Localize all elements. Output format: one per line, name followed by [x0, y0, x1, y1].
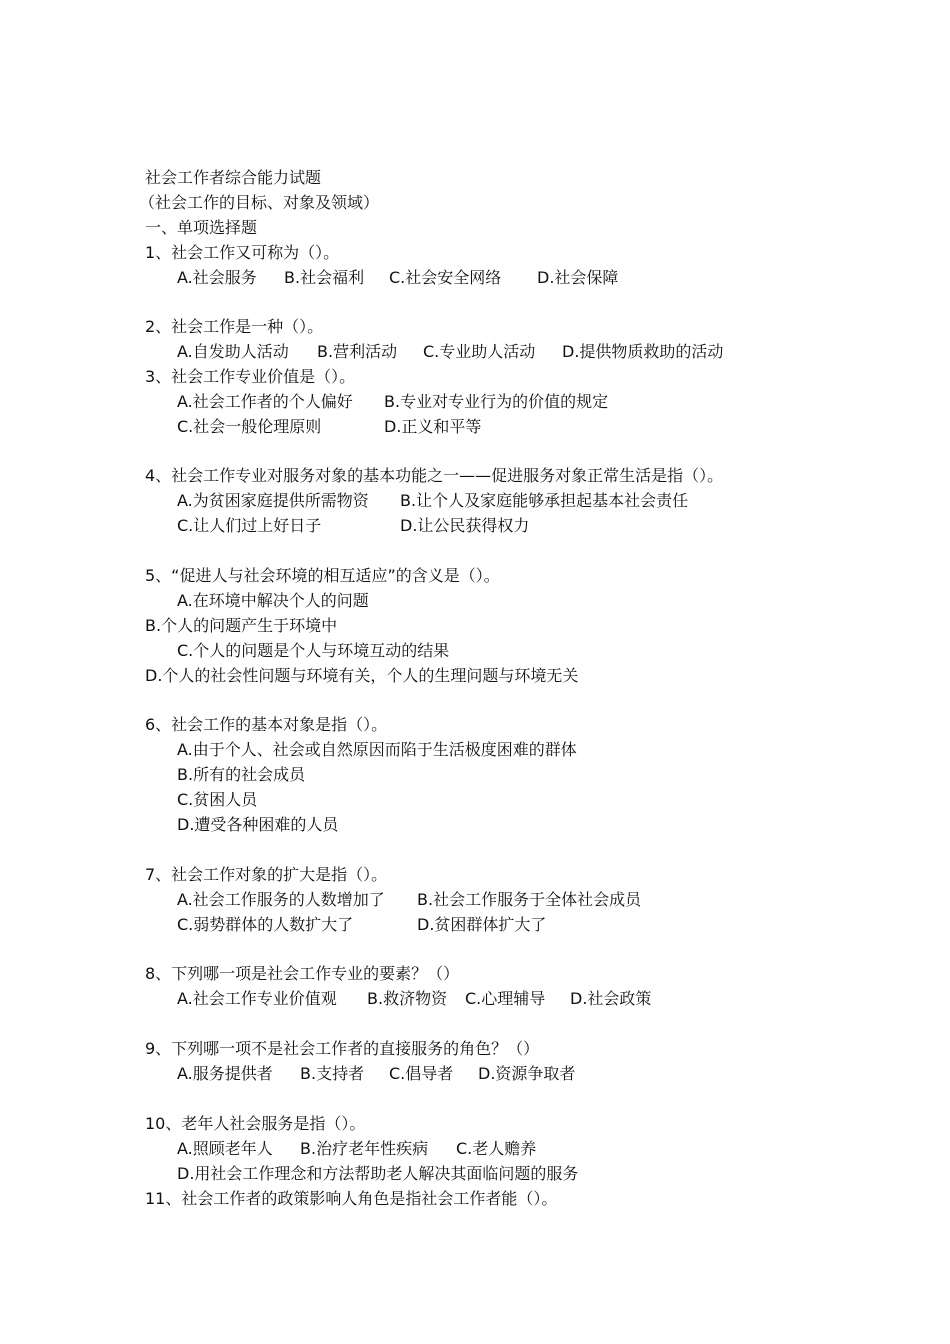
document-title: 社会工作者综合能力试题: [145, 168, 322, 187]
option-c: C.个人的问题是个人与环境互动的结果: [177, 641, 450, 660]
question-stem: 2、社会工作是一种（）。: [145, 317, 324, 336]
section-heading: 一、单项选择题: [145, 218, 258, 237]
option-d: D.个人的社会性问题与环境有关，个人的生理问题与环境无关: [145, 666, 579, 685]
question-stem: 9、下列哪一项不是社会工作者的直接服务的角色？（）: [145, 1039, 540, 1058]
option-d: D.提供物质救助的活动: [562, 342, 724, 361]
question-stem: 11、社会工作者的政策影响人角色是指社会工作者能（）。: [145, 1189, 558, 1208]
option-c: C.心理辅导: [465, 989, 546, 1008]
option-a: A.自发助人活动: [177, 342, 289, 361]
option-b: B.社会工作服务于全体社会成员: [417, 890, 642, 909]
option-b: B.支持者: [300, 1064, 365, 1083]
option-c: C.让人们过上好日子: [177, 516, 322, 535]
question-stem: 8、下列哪一项是社会工作专业的要素？（）: [145, 964, 460, 983]
option-b: B.救济物资: [367, 989, 448, 1008]
option-a: A.社会工作者的个人偏好: [177, 392, 353, 411]
option-b: B.专业对专业行为的价值的规定: [384, 392, 609, 411]
option-a: A.在环境中解决个人的问题: [177, 591, 369, 610]
option-d: D.社会政策: [570, 989, 652, 1008]
option-a: A.社会工作专业价值观: [177, 989, 337, 1008]
option-c: C.社会安全网络: [389, 268, 502, 287]
option-b: B.社会福利: [284, 268, 365, 287]
question-stem: 7、社会工作对象的扩大是指（）。: [145, 865, 388, 884]
option-a: A.照顾老年人: [177, 1139, 273, 1158]
option-a: A.社会服务: [177, 268, 257, 287]
option-a: A.社会工作服务的人数增加了: [177, 890, 385, 909]
option-d: D.贫困群体扩大了: [417, 915, 547, 934]
option-d: D.社会保障: [537, 268, 619, 287]
option-d: D.遭受各种困难的人员: [177, 815, 339, 834]
question-stem: 4、社会工作专业对服务对象的基本功能之一——促进服务对象正常生活是指（）。: [145, 466, 724, 485]
option-c: C.老人赡养: [456, 1139, 537, 1158]
option-c: C.专业助人活动: [423, 342, 536, 361]
option-c: C.贫困人员: [177, 790, 258, 809]
option-b: B.营利活动: [317, 342, 398, 361]
option-c: C.倡导者: [389, 1064, 454, 1083]
option-c: C.弱势群体的人数扩大了: [177, 915, 354, 934]
question-stem: 10、老年人社会服务是指（）。: [145, 1114, 366, 1133]
option-a: A.为贫困家庭提供所需物资: [177, 491, 369, 510]
document-subtitle: （社会工作的目标、对象及领域）: [139, 193, 380, 212]
question-stem: 5、“促进人与社会环境的相互适应”的含义是（）。: [145, 566, 500, 585]
option-b: B.治疗老年性疾病: [300, 1139, 429, 1158]
option-b: B.个人的问题产生于环境中: [145, 616, 338, 635]
question-stem: 3、社会工作专业价值是（）。: [145, 367, 356, 386]
option-d: D.用社会工作理念和方法帮助老人解决其面临问题的服务: [177, 1164, 579, 1183]
option-d: D.资源争取者: [478, 1064, 576, 1083]
question-stem: 6、社会工作的基本对象是指（）。: [145, 715, 388, 734]
option-d: D.让公民获得权力: [400, 516, 530, 535]
option-c: C.社会一般伦理原则: [177, 417, 322, 436]
question-stem: 1、社会工作又可称为（）。: [145, 243, 340, 262]
option-a: A.由于个人、社会或自然原因而陷于生活极度困难的群体: [177, 740, 577, 759]
option-b: B.所有的社会成员: [177, 765, 306, 784]
option-b: B.让个人及家庭能够承担起基本社会责任: [400, 491, 689, 510]
option-d: D.正义和平等: [384, 417, 482, 436]
option-a: A.服务提供者: [177, 1064, 273, 1083]
